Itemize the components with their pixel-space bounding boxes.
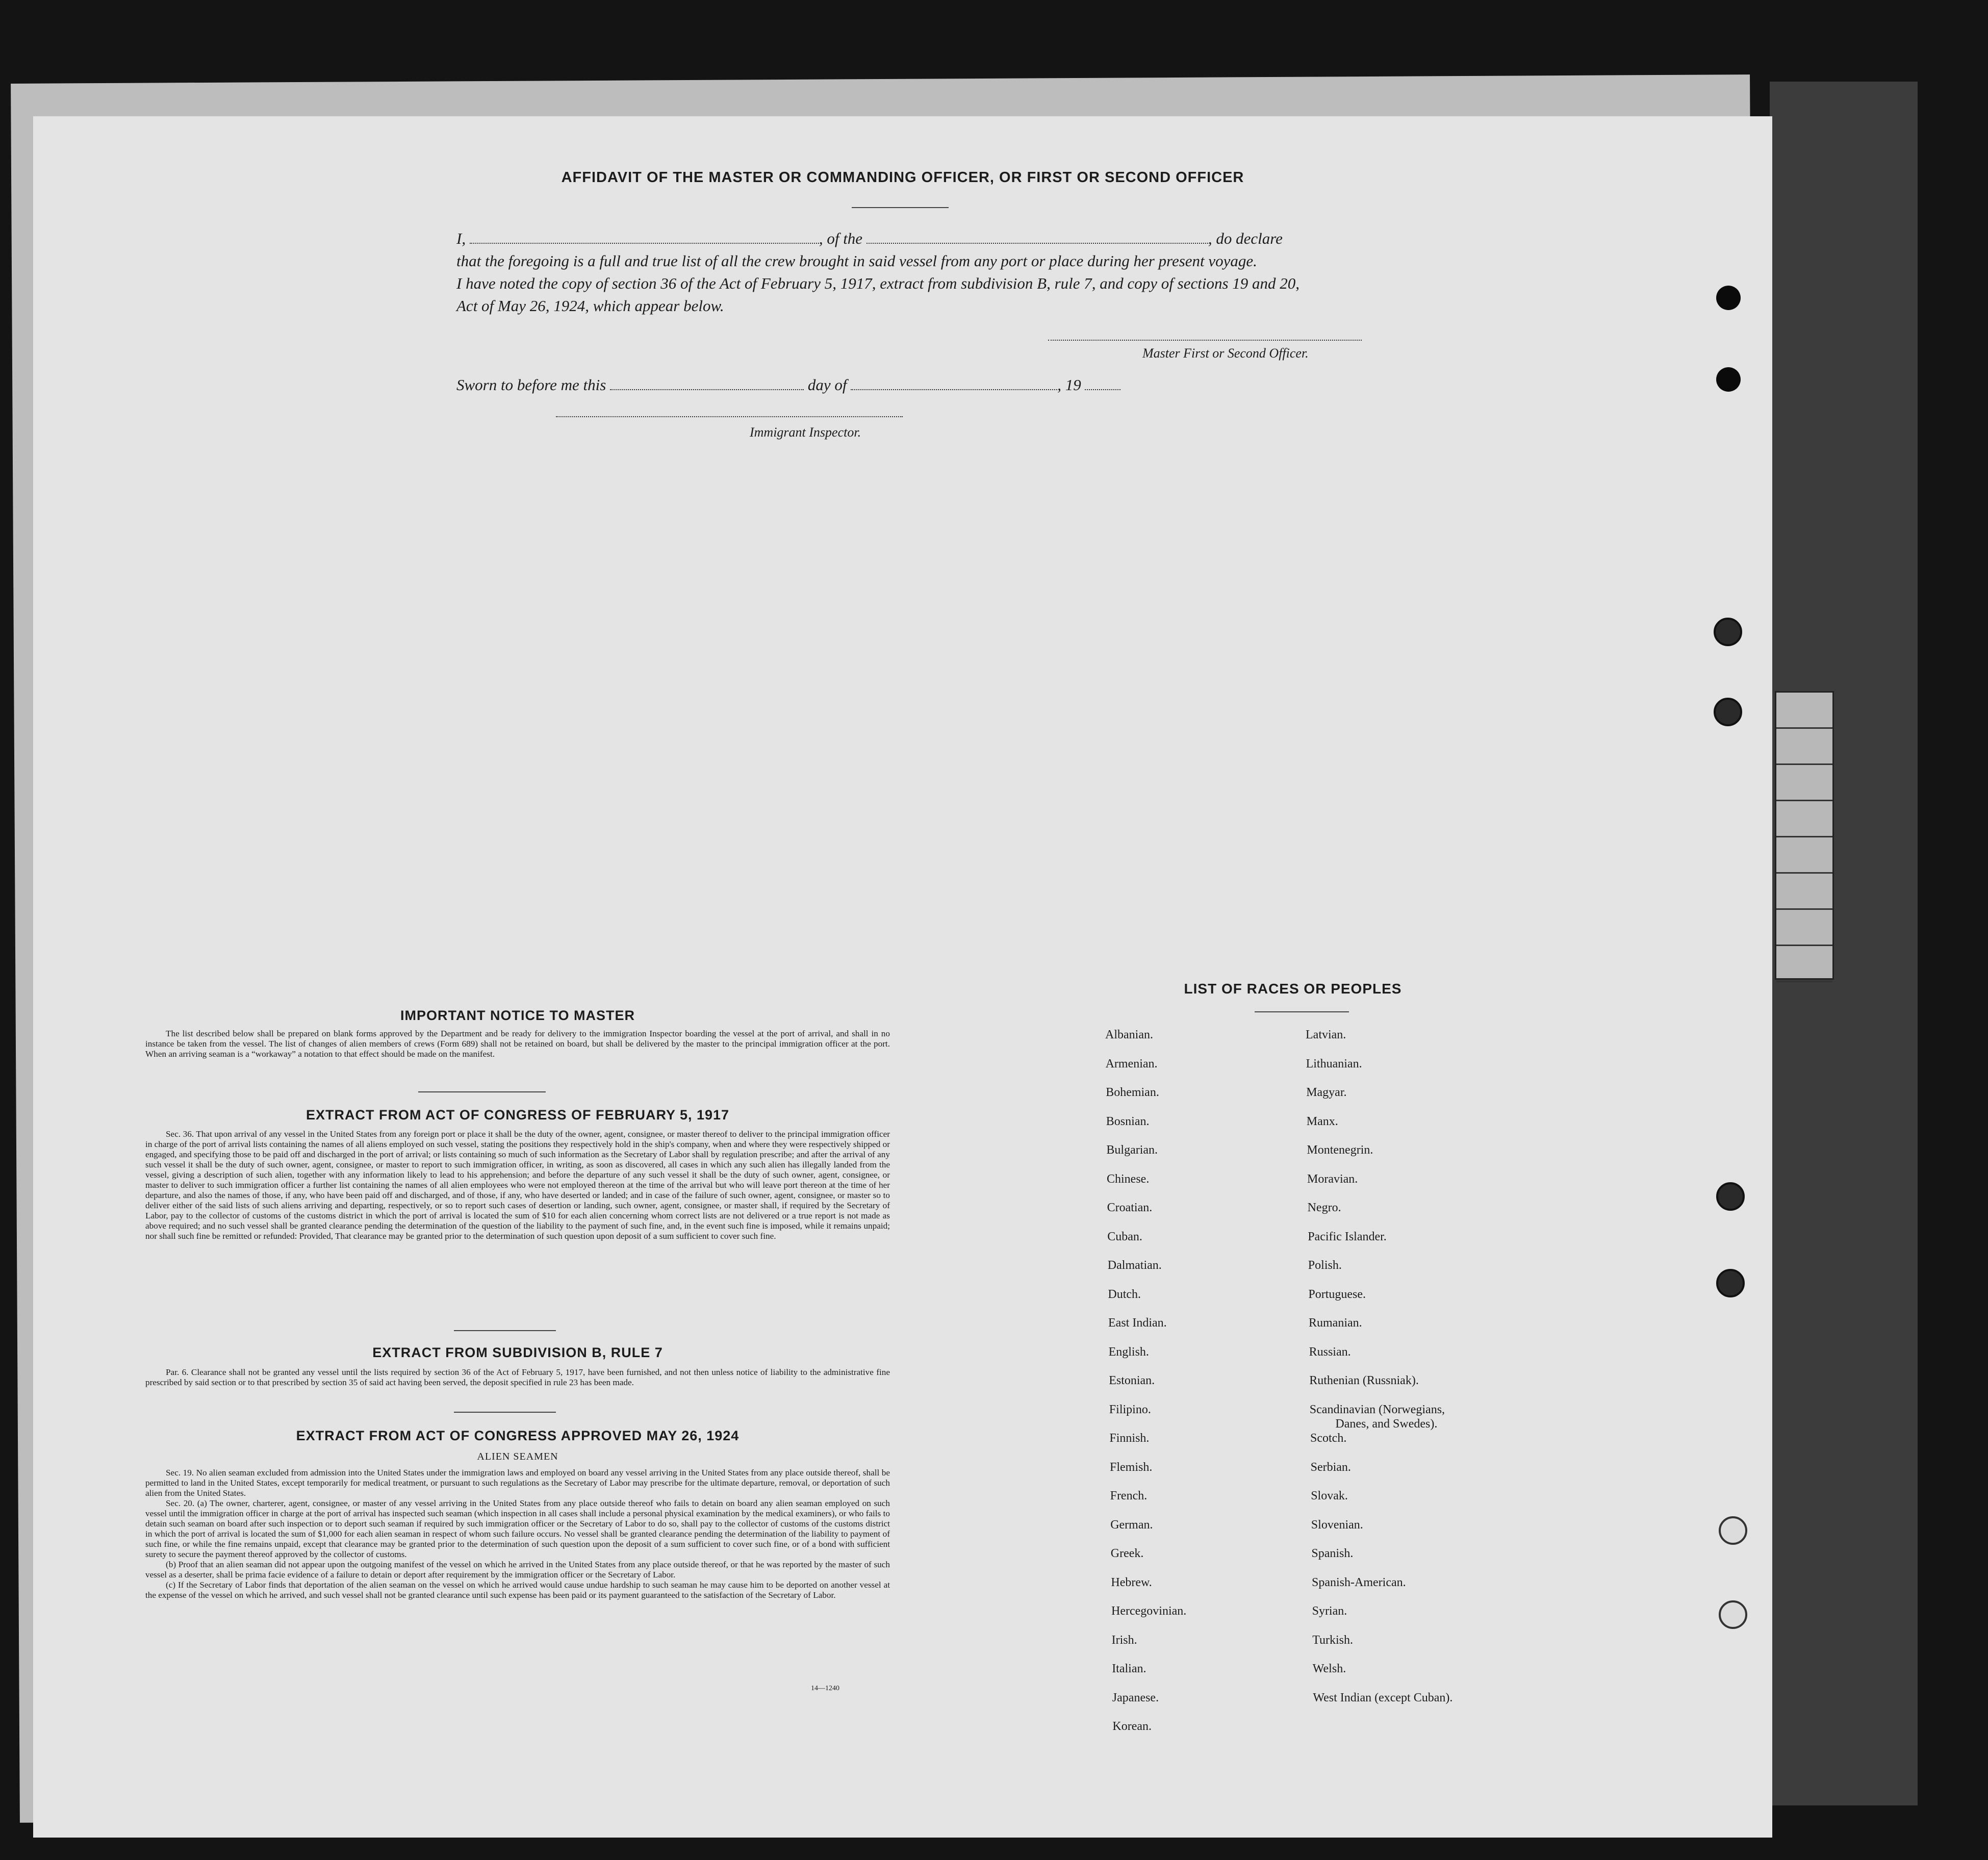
race-item: Hercegovinian. (1111, 1604, 1187, 1618)
race-item: Japanese. (1112, 1691, 1159, 1704)
section-20b-paragraph: (b) Proof that an alien seaman did not appear upon the outgoing manifest of the vessel on which he arrived in the United States from any place outside thereof, or that he was reported by the master of such vessel as a deserter, shall be prima facie evidence of a failure to detain or deport after requirement by the immigration officer or the Secretary of Labor. (145, 1560, 890, 1579)
notice-title: IMPORTANT NOTICE TO MASTER (400, 1008, 635, 1023)
race-item: Slovak. (1311, 1489, 1348, 1502)
officer-name-field[interactable] (470, 243, 819, 244)
sworn-text: Sworn to before me this (456, 376, 606, 394)
sworn-year-field[interactable] (1085, 389, 1120, 390)
extract-1917-title: EXTRACT FROM ACT OF CONGRESS OF FEBRUARY 5, 1917 (305, 1107, 730, 1123)
divider (852, 207, 949, 208)
race-item: Finnish. (1109, 1432, 1150, 1445)
sworn-line (456, 374, 1120, 396)
race-item: Armenian. (1105, 1057, 1158, 1071)
divider (454, 1412, 556, 1413)
race-item: Greek. (1110, 1547, 1144, 1560)
affidavit-title: AFFIDAVIT OF THE MASTER OR COMMANDING OFFICER, OR FIRST OR SECOND OFFICER (561, 169, 1244, 186)
extract-1924-text (145, 1468, 890, 1600)
race-item: Spanish. (1311, 1547, 1354, 1560)
race-item: Dutch. (1108, 1287, 1141, 1301)
race-item: Bohemian. (1106, 1086, 1159, 1099)
sworn-day-field[interactable] (610, 389, 804, 390)
punch-hole (1719, 1600, 1747, 1629)
race-item: Welsh. (1312, 1662, 1346, 1675)
race-item: Danes, and Swedes). (1335, 1417, 1438, 1431)
extract-1917-paragraph: Sec. 36. That upon arrival of any vessel in the United States from any foreign port or place it shall be the duty of the owner, agent, consignee, or master thereof to deliver to the principal immigration officer in charge of the port of arrival lists containing the names of all aliens employed on such vessel, stating the positions they respectively hold in the ship's company, when and where they were respectively shipped or engaged, and specifying those to be paid off and discharged in the port of arrival; or lists containing so much of such information as the Secretary of Labor shall by regulation prescribe; and after the arrival of any such vessel it shall be the duty of such owner, agent, consignee, or master to report to such immigration officer, in writing, as soon as discovered, all cases in which any such alien has illegally landed from the vessel, giving a description of such alien, together with any information likely to lead to his apprehension; and before the departure of any such vessel it shall be the duty of such owner, agent, consignee, or master to deliver to such immigration officer a further list containing the names of all alien employees who were not employed thereon at the time of the arrival but who will leave port thereon at the time of her departure, and also the names of those, if any, who have been paid off and discharged, and of those, if any, who have deserted or landed; and in case of the failure of such owner, agent, consignee, or master so to deliver either of the said lists of such aliens arriving and departing, respectively, or so to report such cases of desertion or landing, such owner, agent, consignee, or master shall, if required by the Secretary of Labor, pay to the collector of customs of the customs district in which the port of arrival is located the sum of $10 for each alien concerning whom correct lists are not delivered or a true report is not made as above required; and no such vessel shall be granted clearance pending the determination of the question of the liability to the payment of such fine, and, in the event such fine is imposed, while it remains unpaid; nor shall such fine be remitted or refunded: Provided, That clearance may be granted prior to the determination of such question upon deposit of a sum sufficient to cover such fine. (145, 1129, 890, 1241)
race-item: Moravian. (1307, 1172, 1358, 1186)
extract-rule7-text (145, 1367, 890, 1388)
sworn-month-field[interactable] (851, 389, 1057, 390)
race-item: Albanian. (1105, 1028, 1153, 1041)
race-item: East Indian. (1108, 1316, 1167, 1330)
master-signature-field[interactable] (1048, 340, 1362, 341)
race-item: Magyar. (1306, 1086, 1347, 1099)
race-item: Latvian. (1306, 1028, 1346, 1041)
year-prefix: , 19 (1057, 376, 1081, 394)
race-item: Russian. (1309, 1345, 1351, 1359)
notice-text (145, 1029, 890, 1059)
races-title: LIST OF RACES OR PEOPLES (1184, 981, 1402, 997)
race-item: Montenegrin. (1307, 1143, 1373, 1157)
vessel-name-field[interactable] (866, 243, 1208, 244)
race-item: Cuban. (1107, 1230, 1142, 1243)
race-item: French. (1110, 1489, 1148, 1502)
race-item: Rumanian. (1309, 1316, 1362, 1330)
punch-hole (1716, 1182, 1745, 1211)
divider (418, 1091, 546, 1092)
inspector-signature-field[interactable] (556, 416, 903, 417)
race-item: Bulgarian. (1106, 1143, 1158, 1157)
race-item: Spanish-American. (1312, 1575, 1406, 1589)
race-item: Portuguese. (1308, 1287, 1366, 1301)
affidavit-declare: , do declare (1208, 230, 1283, 247)
section-20a-paragraph: Sec. 20. (a) The owner, charterer, agent, consignee, or master of any vessel arriving in the United States from any place outside thereof who fails to detain on board any alien seaman employed on such vessel until the immigration officer in charge at the port of arrival has inspected such seaman (which inspection in all cases shall include a personal physical examination by the medical examiners), or who fails to detain such seaman on board after such inspection or to deport such seaman if required by such immigration officer or the Secretary of Labor to do so, shall pay to the collector of customs of the customs district in which the port of arrival is located the sum of $1,000 for each alien seaman in respect of whom such failure occurs. No vessel shall be granted clearance pending the determination of the liability to payment of such fine, or while the fine remains unpaid, except that clearance may be granted prior to the determination of such question upon the deposit of a sum sufficient to cover such fine, or of a bond with sufficient surety to secure the payment thereof approved by the collector of customs. (145, 1498, 890, 1559)
race-item: Negro. (1307, 1201, 1341, 1214)
race-item: Lithuanian. (1306, 1057, 1362, 1071)
race-item: Serbian. (1310, 1460, 1351, 1474)
race-item: Dalmatian. (1107, 1259, 1162, 1272)
race-item: Turkish. (1312, 1633, 1354, 1647)
punch-hole (1719, 1516, 1747, 1545)
form-number: 14—1240 (811, 1685, 839, 1692)
extract-1917-text (145, 1129, 890, 1241)
punch-hole (1714, 618, 1742, 646)
race-item: Syrian. (1312, 1604, 1347, 1618)
race-item: Ruthenian (Russniak). (1309, 1374, 1419, 1387)
affidavit-line-3: I have noted the copy of section 36 of the Act of February 5, 1917, extract from subdivision B, rule 7, and copy of sections 19 and 20, (456, 274, 1300, 292)
race-item: Scotch. (1310, 1432, 1347, 1445)
affidavit-line-1 (456, 227, 1456, 249)
inspector-caption: Immigrant Inspector. (750, 425, 861, 440)
race-item: Croatian. (1107, 1201, 1153, 1214)
form-page (33, 116, 1772, 1838)
extract-1924-subtitle: ALIEN SEAMEN (477, 1451, 558, 1462)
extract-rule7-title: EXTRACT FROM SUBDIVISION B, RULE 7 (372, 1345, 663, 1360)
race-item: Estonian. (1109, 1374, 1155, 1387)
race-item: Polish. (1308, 1259, 1342, 1272)
punch-hole (1716, 1269, 1745, 1297)
race-item: Pacific Islander. (1308, 1230, 1387, 1243)
day-of-text: day of (807, 376, 847, 394)
race-item: West Indian (except Cuban). (1313, 1691, 1453, 1704)
race-item: Hebrew. (1111, 1575, 1152, 1589)
divider (454, 1330, 556, 1331)
race-item: Irish. (1111, 1633, 1137, 1647)
punch-hole (1716, 286, 1741, 310)
race-item: Italian. (1112, 1662, 1146, 1675)
affidavit-line-4: Act of May 26, 1924, which appear below. (456, 297, 724, 315)
race-item: German. (1110, 1518, 1153, 1532)
extract-rule7-paragraph: Par. 6. Clearance shall not be granted any vessel until the lists required by section 36 of the Act of February 5, 1917, have been furnished, and not then unless notice of liability to the administrative fine prescribed by said section or to that prescribed by section 35 of said act having been served, the deposit specified in rule 23 has been made. (145, 1367, 890, 1387)
side-tab-form (1775, 691, 1834, 980)
master-caption: Master First or Second Officer. (1142, 346, 1309, 361)
race-item: Slovenian. (1311, 1518, 1363, 1532)
race-item: Scandinavian (Norwegians, (1309, 1403, 1445, 1416)
race-item: Filipino. (1109, 1403, 1151, 1416)
affidavit-of-the: , of the (819, 230, 863, 247)
race-item: Chinese. (1107, 1172, 1150, 1186)
race-item: Korean. (1112, 1720, 1152, 1733)
punch-hole (1716, 367, 1741, 392)
race-item: Flemish. (1110, 1460, 1153, 1474)
affidavit-i: I, (456, 230, 466, 247)
notice-paragraph: The list described below shall be prepared on blank forms approved by the Department and be ready for delivery to the immigration Inspector boarding the vessel at the port of arrival, and shall in no instance be taken from the vessel. The list of changes of alien members of crews (Form 689) shall not be retained on board, but shall be delivered by the master to the principal immigration officer at the port. When an arriving seaman is a “workaway” a notation to that effect should be made on the manifest. (145, 1029, 890, 1059)
section-19-paragraph: Sec. 19. No alien seaman excluded from admission into the United States under the immigration laws and employed on board any vessel arriving in the United States from any place outside thereof, shall be permitted to land in the United States, except temporarily for medical treatment, or pursuant to such regulations as the Secretary of Labor may prescribe for the ultimate departure, removal, or deportation of such alien from the United States. (145, 1468, 890, 1498)
extract-1924-title: EXTRACT FROM ACT OF CONGRESS APPROVED MAY 26, 1924 (296, 1428, 740, 1443)
punch-hole (1714, 698, 1742, 726)
race-item: Bosnian. (1106, 1114, 1150, 1128)
divider (1255, 1011, 1349, 1012)
race-item: Manx. (1306, 1114, 1338, 1128)
section-20c-paragraph: (c) If the Secretary of Labor finds that deportation of the alien seaman on the vessel on which he arrived would cause undue hardship to such seaman he may cause him to be deported on another vessel at the expense of the vessel on which he arrived, and such vessel shall not be granted clearance until such expense has been paid or its payment guaranteed to the satisfaction of the Secretary of Labor. (145, 1580, 890, 1600)
affidavit-line-2: that the foregoing is a full and true list of all the crew brought in said vessel from any port or place during her present voyage. (456, 252, 1257, 270)
race-item: English. (1108, 1345, 1149, 1359)
